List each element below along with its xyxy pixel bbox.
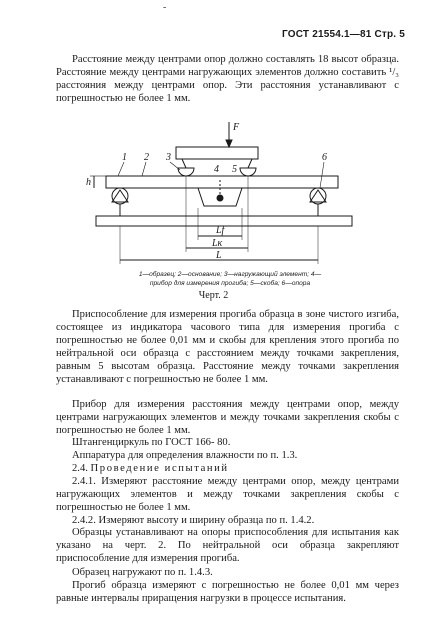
top-mark: - [163,2,167,13]
paragraph-2-4-2: 2.4.2. Измеряют высоту и ширину образца по п. 1.4.2. [72,515,315,526]
label-lk: Lк [212,238,223,249]
section-title: Проведение испытаний [90,463,229,474]
section-heading [56,463,399,476]
figure-test-setup [86,118,376,278]
force-arrowhead [226,140,232,147]
paragraph-caliper: Штангенциркуль по ГОСТ 166- 80. [72,437,231,448]
label-6: 6 [322,152,327,163]
label-h: h [86,177,91,188]
paragraph-specimen-mounting: Образцы устанавливают на опоры приспособления для испытания как указано на черт. 2. По нейтральной оси образца закрепляют приспособление для измерения прогиба. [56,527,399,564]
label-4: 4 [214,164,219,175]
label-force: F [233,122,240,133]
caption-line-2: прибор для измерения прогиба; 5—скоба; 6—опора [149,280,311,287]
page-header: ГОСТ 21554.1—81 Стр. 5 [282,29,405,40]
label-3: 3 [166,152,171,163]
loading-element-right [240,168,256,176]
section-number: 2.4. [72,463,88,474]
label-lf: Lf [216,225,225,236]
paragraph-deflection-measure: Прогиб образца измеряют с погрешностью не более 0,01 мм через равные интервалы приращения нагрузки в процессе испытания. [56,580,399,604]
specimen [106,176,338,188]
label-l: L [216,250,222,261]
paragraph-supports-distance: Расстояние между центрами опор должно составлять 18 высот образца. Расстояние между центрами нагружающих элементов должно составить ¹/₃ расстояния между центрами опор. Эти расстояния устанавливают с погрешностью не более 1 мм. [56,54,399,104]
caption-line-1: 1—образец; 2—основание; 3—нагружающий элемент; 4— [138,271,322,278]
label-2: 2 [144,152,149,163]
figure-caption [80,270,380,288]
paragraph-deflection-device: Приспособление для измерения прогиба образца в зоне чистого изгиба, состоящее из индикатора часового типа для измерения прогиба с погрешностью не более 0,01 мм и скобы для крепления этого прогиба по нейтральной оси образца с расстоянием между точками закрепления, равным 5 высотам образца. Расстояние между точками закрепления устанавливают с погрешностью не более 1 мм. [56,309,399,385]
indicator-dial [217,195,223,201]
loading-element-left [178,168,194,176]
label-5: 5 [232,164,237,175]
label-1: 1 [122,152,127,163]
paragraph-loading: Образец нагружают по п. 1.4.3. [72,567,213,578]
loading-beam [176,147,258,159]
figure-title: Черт. 2 [198,290,229,301]
paragraph-humidity: Аппаратура для определения влажности по п. 1.3. [72,450,298,461]
paragraph-measuring-instrument: Прибор для измерения расстояния между центрами опор, между центрами нагружающих элементов и между точками закрепления скобы с погрешностью не более 1 мм. [56,399,399,436]
paragraph-2-4-1: 2.4.1. Измеряют расстояние между центрами опор, между центрами нагружающих элементов и между точками закрепления скобы с погрешностью не более 1 мм. [56,476,399,513]
